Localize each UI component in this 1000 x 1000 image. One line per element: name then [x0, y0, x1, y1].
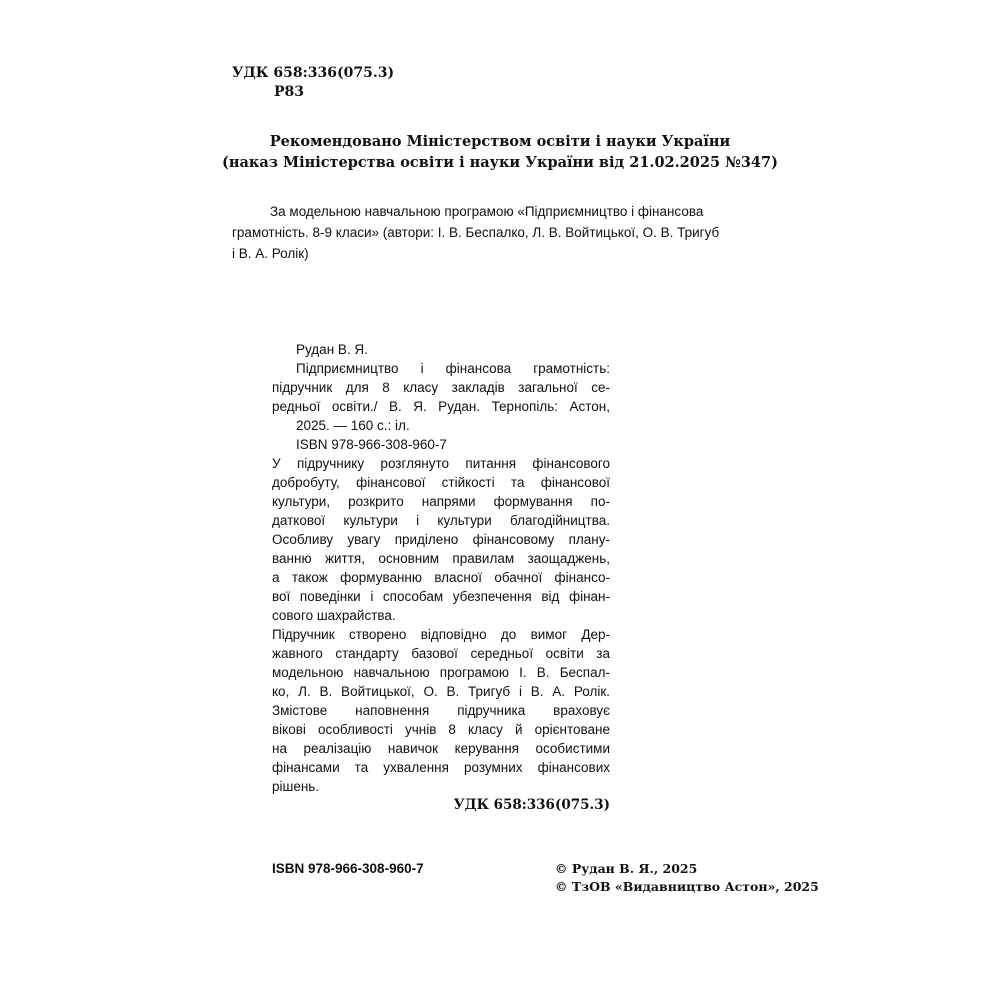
annotation-line: жавного стандарту базової середньої освіти за: [272, 646, 610, 661]
annotation-line: культури, розкрито напрями формування по-: [272, 494, 610, 509]
annotation-line: добробуту, фінансової стійкості та фінансової: [272, 475, 610, 490]
description-line: редньої освіти./ В. Я. Рудан. Тернопіль: Астон,: [272, 399, 610, 414]
program-note: [232, 201, 752, 264]
annotation-line: ванню життя, основним правилам заощаджень,: [272, 551, 610, 566]
record-udk: УДК 658:336(075.3): [453, 797, 610, 813]
copyright-author: © Рудан В. Я., 2025: [555, 861, 698, 876]
bibliographic-record: [272, 340, 610, 815]
annotation-line: сового шахрайства.: [272, 608, 396, 623]
approval-line-1: Рекомендовано Міністерством освіти і науки України: [269, 133, 731, 150]
annotation-line: Змістове наповнення підручника враховує: [272, 703, 610, 718]
annotation-line: на реалізацію навичок керування особистими: [272, 741, 610, 756]
annotation-line: Особливу увагу приділено фінансовому плану-: [272, 532, 610, 547]
annotation-line: Підручник створено відповідно до вимог Дер-: [272, 627, 610, 642]
copyright-publisher: © ТзОВ «Видавництво Астон», 2025: [555, 879, 819, 894]
program-line-3: і В. А. Ролік): [232, 246, 309, 261]
udk-header: [232, 64, 394, 102]
udk-code: УДК 658:336(075.3): [232, 65, 395, 81]
copyright-block: [555, 860, 819, 896]
author-mark: Р83: [274, 84, 305, 100]
program-line-1: За модельною навчальною програмою «Підприємництво і фінансова: [270, 204, 704, 219]
annotation-line: вікові особливості учнів 8 класу й орієнтоване: [272, 722, 610, 737]
annotation-line: а також формуванню власної обачної фінансо-: [272, 570, 610, 585]
annotation-line: фінансами та ухвалення розумних фінансових: [272, 760, 610, 775]
record-author: Рудан В. Я.: [296, 342, 368, 357]
annotation-line: вої поведінки і способам убезпечення від фінан-: [272, 589, 610, 604]
ministry-approval: [200, 131, 800, 173]
record-isbn: ISBN 978-966-308-960-7: [296, 437, 447, 452]
annotation-line: модельною навчальною програмою І. В. Беспал-: [272, 665, 610, 680]
description-line: підручник для 8 класу закладів загальної се-: [272, 380, 610, 395]
approval-line-2: (наказ Міністерства освіти і науки України від 21.02.2025 №347): [222, 154, 778, 171]
program-line-2: грамотність. 8-9 класи» (автори: І. В. Беспалко, Л. В. Войтицької, О. В. Тригуб: [232, 225, 720, 240]
annotation-line: У підручнику розглянуто питання фінансового: [272, 456, 610, 471]
description-line: 2025. — 160 с.: іл.: [296, 418, 410, 433]
annotation-line: рішень.: [272, 779, 320, 794]
description-line: Підприємництво і фінансова грамотність:: [296, 361, 610, 376]
bottom-isbn: ISBN 978-966-308-960-7: [272, 861, 424, 876]
annotation-line: даткової культури і культури благодійництва.: [272, 513, 610, 528]
annotation-line: ко, Л. В. Войтицької, О. В. Тригуб і В. А. Ролік.: [272, 684, 610, 699]
